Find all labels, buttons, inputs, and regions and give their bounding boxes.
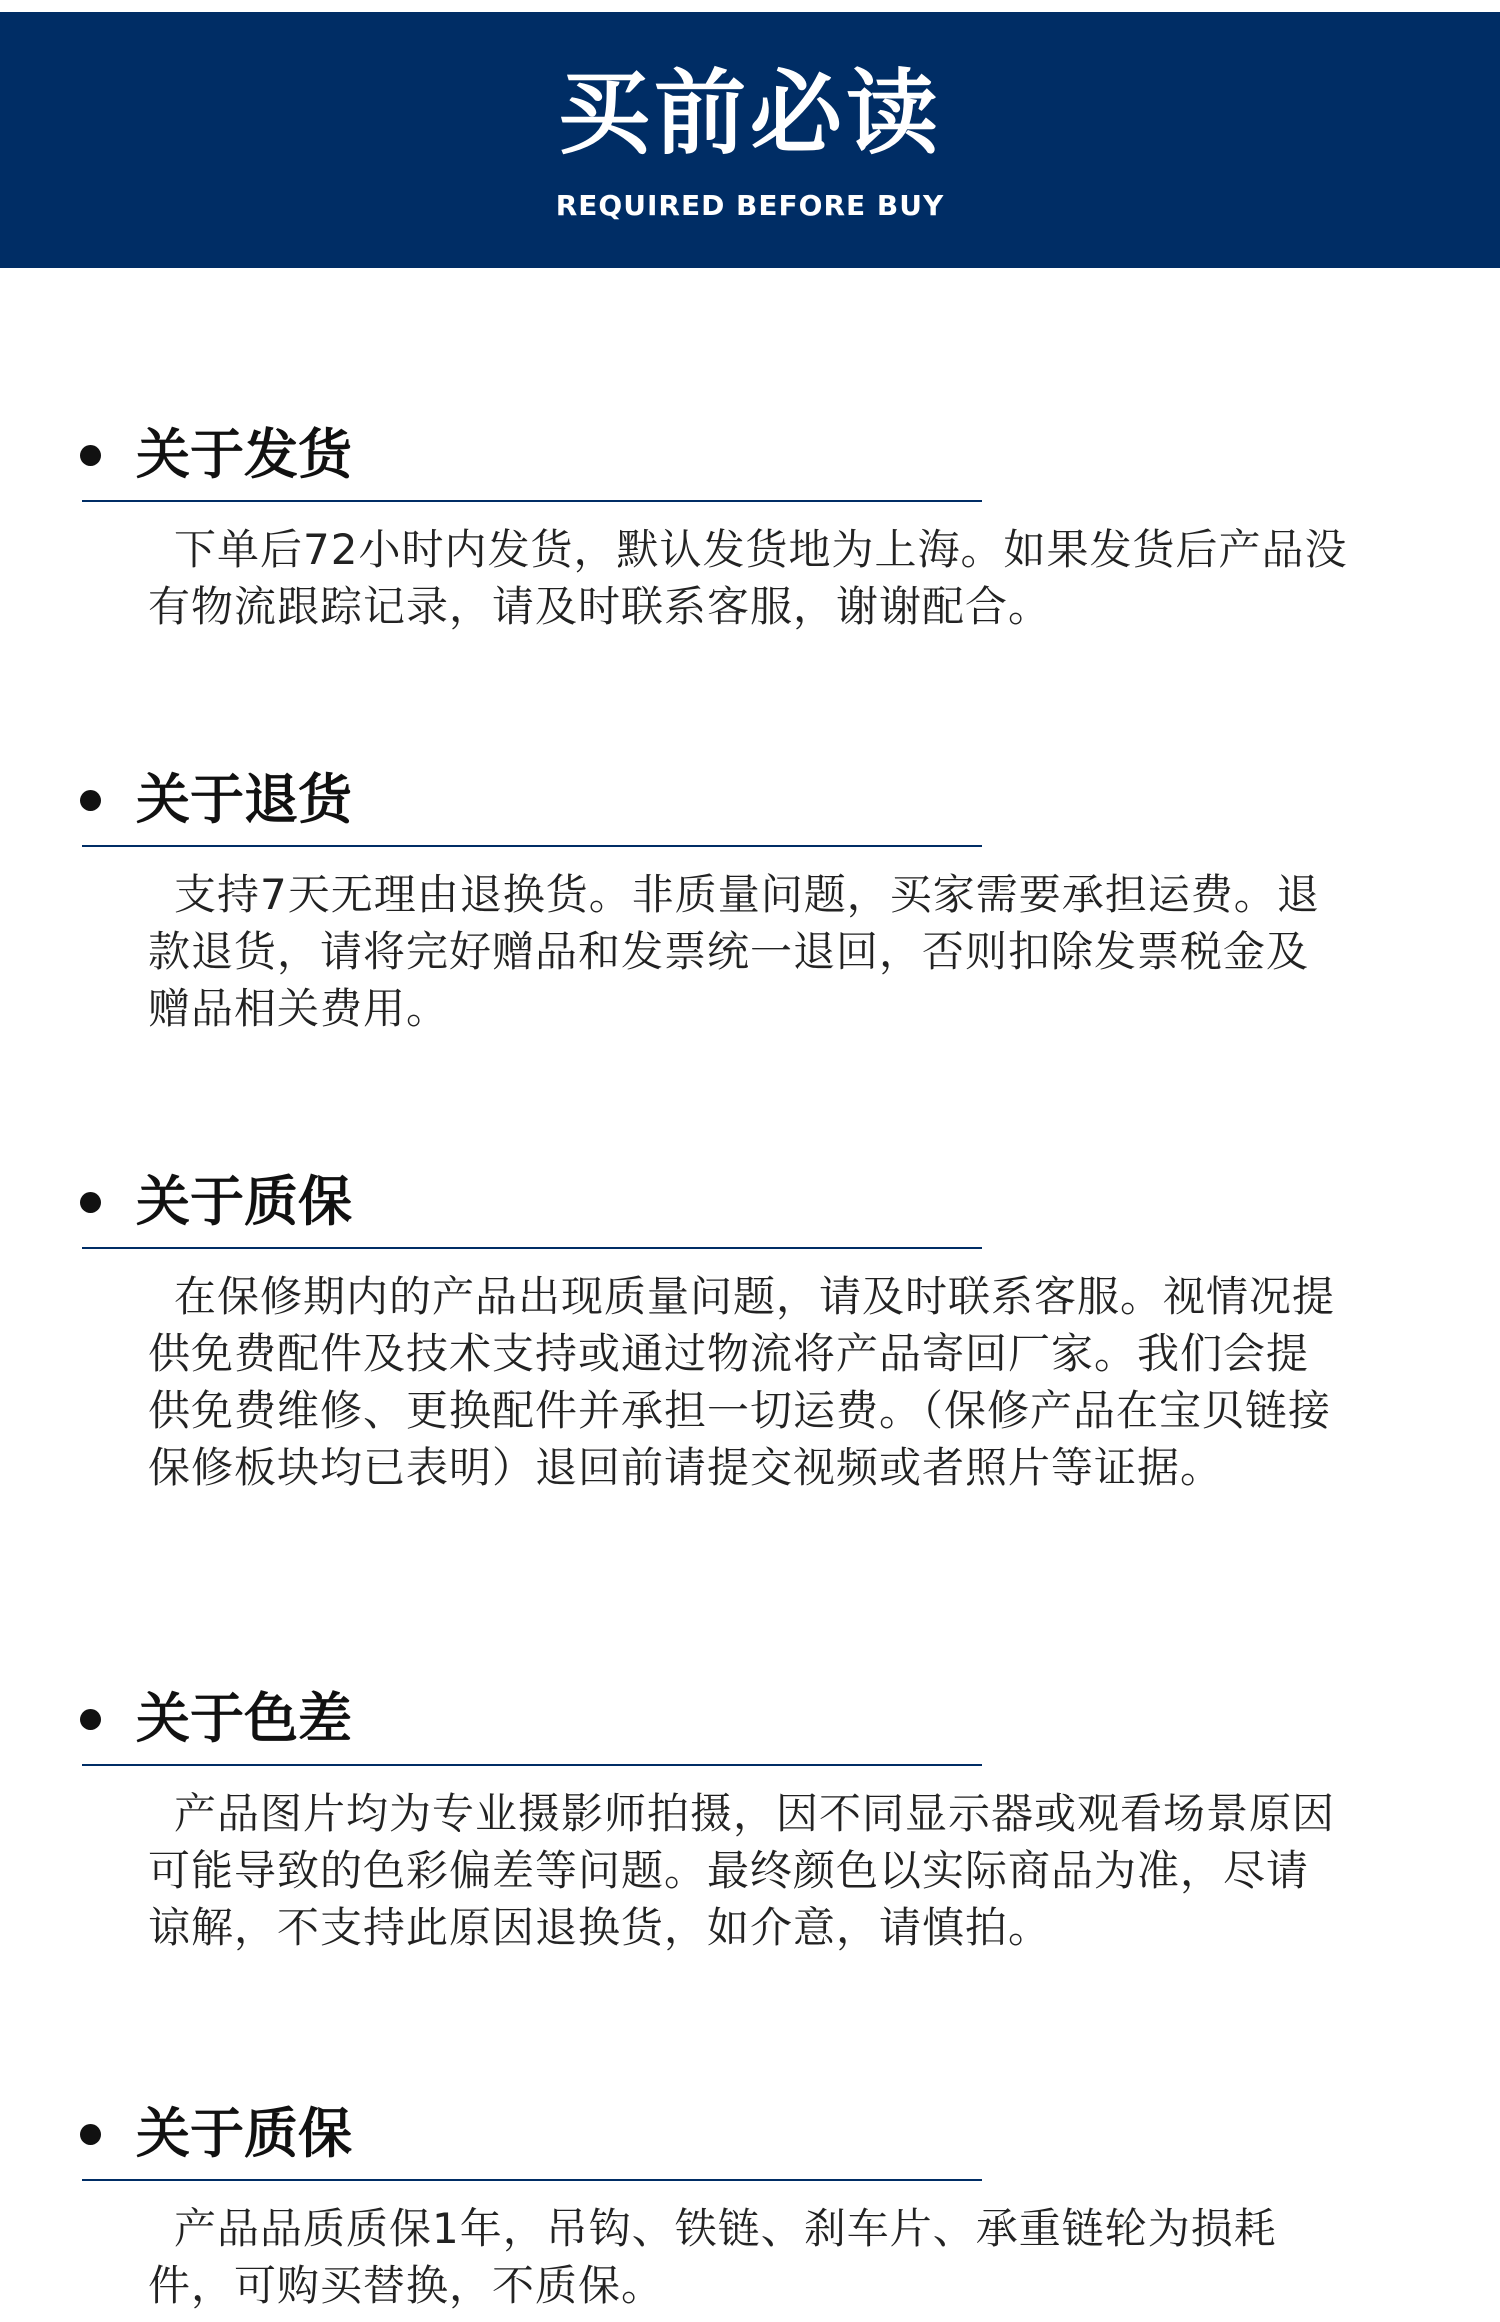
section-heading-row [0, 1682, 1500, 1752]
section-divider [82, 2179, 982, 2181]
bullet-icon [80, 790, 101, 811]
page-subtitle: REQUIRED BEFORE BUY [555, 189, 945, 222]
section-divider [82, 845, 982, 847]
section-body: 下单后72小时内发货，默认发货地为上海。如果发货后产品没有物流跟踪记录，请及时联系客服，谢谢配合。 [148, 525, 1348, 631]
header-banner [0, 12, 1500, 268]
section-divider [82, 500, 982, 502]
section-heading: 关于发货 [136, 423, 352, 486]
page-title: 买前必读 [557, 60, 942, 167]
section-divider [82, 1247, 982, 1249]
section-body: 产品品质质保1年，吊钩、铁链、刹车片、承重链轮为损耗件，可购买替换，不质保。 [148, 2204, 1277, 2310]
section-heading-row [0, 763, 1500, 833]
bullet-icon [80, 1192, 101, 1213]
section-heading: 关于质保 [136, 1170, 352, 1233]
section-heading: 关于退货 [136, 768, 352, 831]
section-body: 支持7天无理由退换货。非质量问题，买家需要承担运费。退款退货，请将完好赠品和发票统一退回，否则扣除发票税金及赠品相关费用。 [148, 870, 1320, 1033]
bullet-icon [80, 2124, 101, 2145]
section-body: 在保修期内的产品出现质量问题，请及时联系客服。视情况提供免费配件及技术支持或通过物流将产品寄回厂家。我们会提供免费维修、更换配件并承担一切运费。（保修产品在宝贝链接保修板块均已表明）退回前请提交视频或者照片等证据。 [148, 1272, 1336, 1492]
section-heading: 关于质保 [136, 2102, 352, 2165]
section-body: 产品图片均为专业摄影师拍摄，因不同显示器或观看场景原因可能导致的色彩偏差等问题。最终颜色以实际商品为准，尽请谅解，不支持此原因退换货，如介意，请慎拍。 [148, 1789, 1336, 1952]
bullet-icon [80, 445, 101, 466]
section-heading: 关于色差 [136, 1687, 352, 1750]
bullet-icon [80, 1709, 101, 1730]
section-heading-row [0, 1165, 1500, 1235]
section-heading-row [0, 2097, 1500, 2167]
section-divider [82, 1764, 982, 1766]
section-heading-row [0, 418, 1500, 488]
